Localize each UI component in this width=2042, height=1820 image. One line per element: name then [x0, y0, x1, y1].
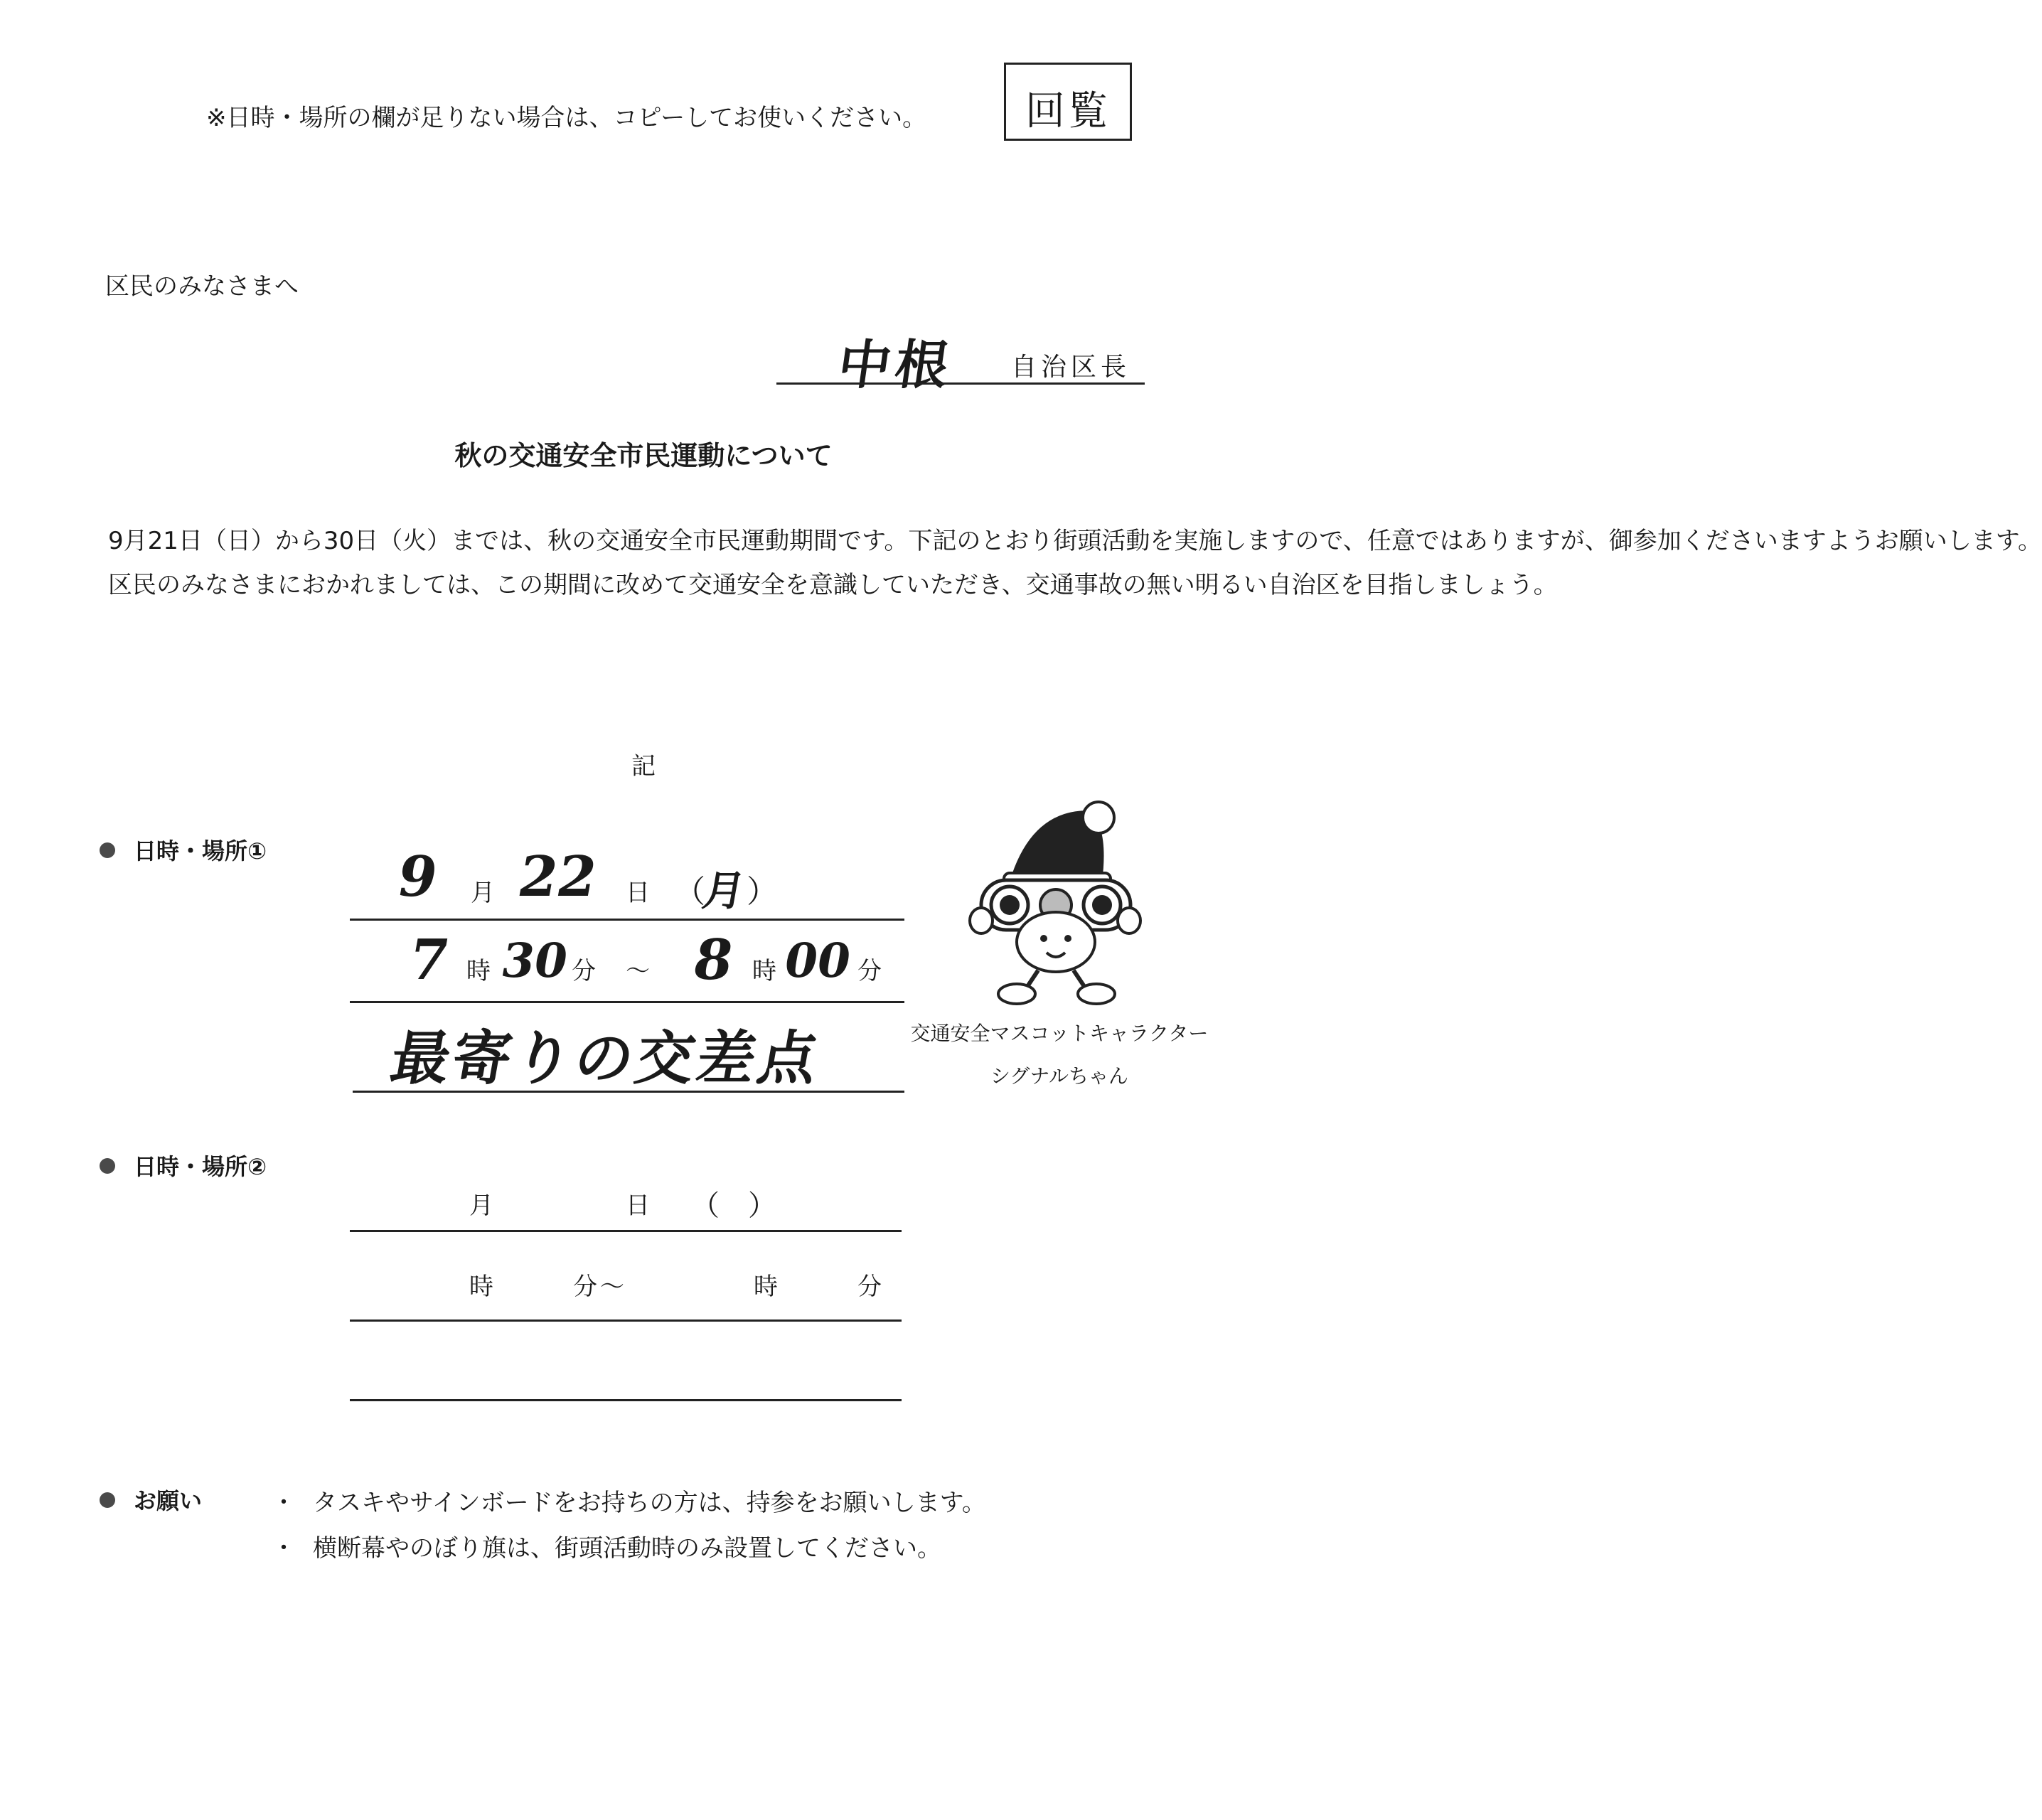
signal-chan-mascot-icon [967, 796, 1145, 1010]
requests-label: お願い [134, 1487, 203, 1514]
s1-month-unit: 月 [471, 879, 495, 907]
s2-end-hour-unit: 時 [754, 1273, 778, 1301]
s1-time-underline [350, 1001, 904, 1003]
body-paragraph-1: 9月21日（日）から30日（火）までは、秋の交通安全市民運動期間です。下記のとおり街頭活動を実施しますので、任意ではありますが、御参加くださいますようお願いします。 [108, 527, 2042, 555]
s1-end-min-unit: 分 [857, 957, 882, 985]
request-bullet-1: ・ [272, 1489, 296, 1517]
s1-paren-open: （ [674, 874, 705, 910]
s1-weekday-value: 月 [699, 867, 749, 915]
sender-name: 中根 [834, 335, 957, 396]
sender-underline [776, 382, 1145, 385]
mascot-caption-line2: シグナルちゃん [990, 1064, 1129, 1088]
s1-end-hour-unit: 時 [752, 957, 776, 985]
page-title: 秋の交通安全市民運動について [454, 440, 833, 471]
s1-place-value: 最寄りの交差点 [385, 1024, 826, 1093]
request-item-2: 横断幕やのぼり旗は、街頭活動時のみ設置してください。 [313, 1534, 941, 1563]
s2-date-underline [350, 1230, 902, 1232]
s1-start-min-unit: 分 [572, 957, 596, 985]
s2-start-min-unit: 分 [573, 1273, 597, 1301]
s1-end-min-value: 00 [780, 933, 855, 988]
s2-end-min-unit: 分 [857, 1273, 882, 1301]
session2-heading [100, 1149, 267, 1182]
ki-heading: 記 [631, 752, 656, 781]
session1-label: 日時・場所① [134, 837, 267, 864]
s2-day-unit: 日 [626, 1192, 650, 1220]
s1-paren-close: ） [747, 874, 778, 910]
s1-end-hour-value: 8 [688, 928, 739, 992]
s2-time-underline [350, 1320, 902, 1322]
session1-heading [100, 833, 267, 866]
s1-start-hour-value: 7 [403, 928, 454, 992]
s1-start-min-value: 30 [497, 933, 572, 988]
sender-title: 自治区長 [1011, 353, 1131, 382]
s1-day-unit: 日 [626, 879, 650, 907]
copy-note: ※日時・場所の欄が足りない場合は、コピーしてお使いください。 [206, 104, 927, 132]
s1-place-underline [353, 1091, 904, 1093]
s2-paren-open: （ [691, 1189, 720, 1222]
requests-heading [100, 1483, 202, 1516]
s2-place-underline [350, 1399, 902, 1401]
s1-start-hour-unit: 時 [466, 957, 491, 985]
s2-time-tilde: ～ [600, 1273, 624, 1301]
s2-month-unit: 月 [469, 1192, 493, 1220]
s1-month-value: 9 [392, 845, 443, 909]
bullet-dot-icon [100, 1158, 115, 1174]
bullet-dot-icon [100, 1492, 115, 1508]
kairan-label: 回覧 [1025, 88, 1111, 134]
s1-time-tilde: ～ [626, 957, 650, 985]
body-text [77, 519, 2042, 607]
s2-start-hour-unit: 時 [469, 1273, 493, 1301]
bullet-dot-icon [100, 842, 115, 858]
s1-date-underline [350, 919, 904, 921]
session2-label: 日時・場所② [134, 1153, 267, 1180]
request-item-1: タスキやサインボードをお持ちの方は、持参をお願いします。 [313, 1489, 986, 1517]
mascot-caption-line1: 交通安全マスコットキャラクター [910, 1022, 1209, 1045]
addressee: 区民のみなさまへ [105, 272, 299, 301]
s2-paren-close: ） [748, 1189, 776, 1222]
request-bullet-2: ・ [272, 1534, 296, 1563]
s1-day-value: 22 [513, 845, 602, 909]
body-paragraph-2: 区民のみなさまにおかれましては、この期間に改めて交通安全を意識していただき、交通事故の無い明るい自治区を目指しましょう。 [108, 571, 1558, 599]
